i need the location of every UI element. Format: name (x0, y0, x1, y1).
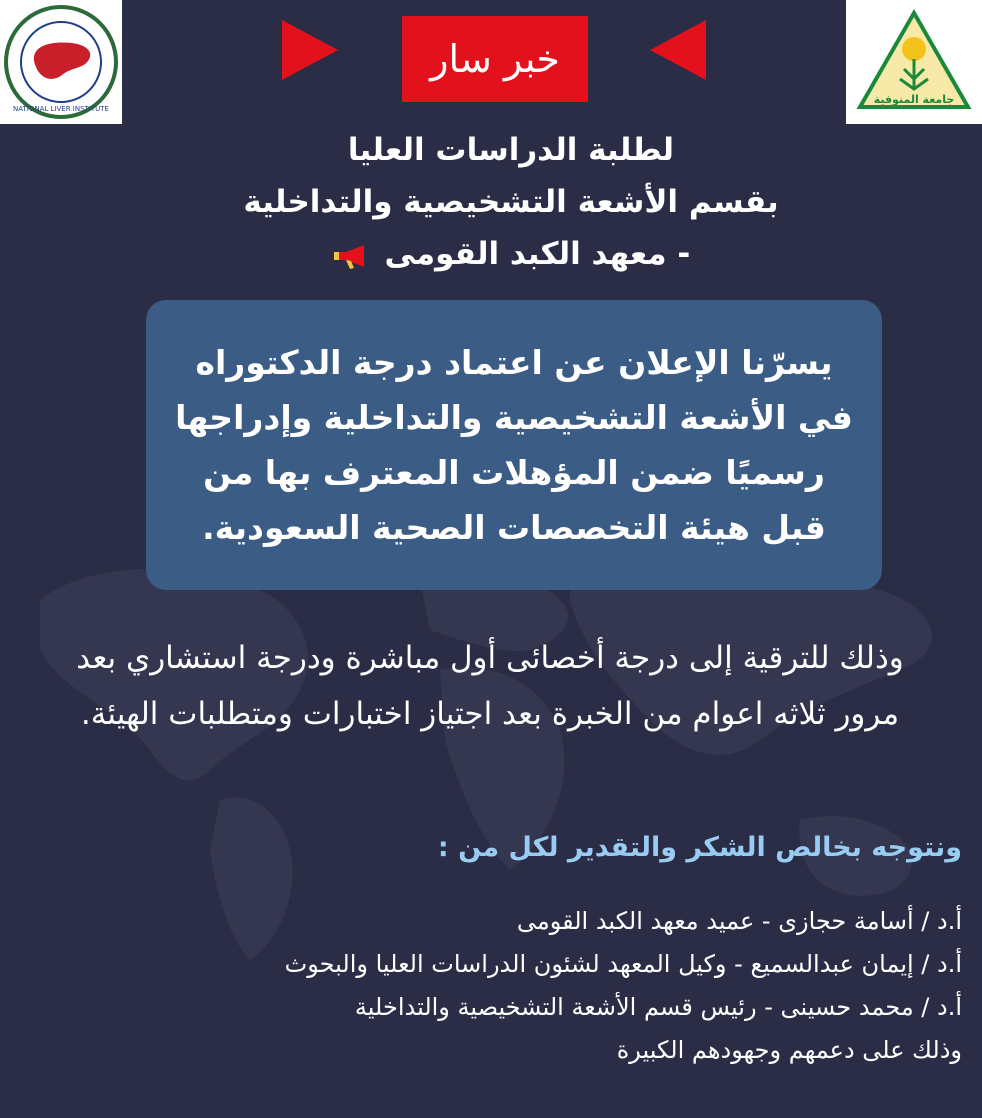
list-item: أ.د / إيمان عبدالسميع - وكيل المعهد لشئون الدراسات العليا والبحوث (284, 950, 962, 978)
menoufia-university-logo (846, 0, 982, 124)
svg-text:NATIONAL LIVER INSTITUTE: NATIONAL LIVER INSTITUTE (13, 105, 109, 113)
triangle-right-icon (280, 18, 340, 82)
closing-line: وذلك على دعمهم وجهودهم الكبيرة (616, 1036, 962, 1064)
national-liver-institute-logo (0, 0, 122, 124)
svg-text:جامعة المنوفية: جامعة المنوفية (873, 93, 955, 106)
good-news-banner: خبر سار (402, 16, 588, 102)
triangle-left-icon (648, 18, 708, 82)
list-item: أ.د / محمد حسينى - رئيس قسم الأشعة التشخيصية والتداخلية (354, 993, 962, 1021)
page-heading (150, 124, 872, 280)
liver-seal-icon (2, 3, 120, 121)
thanks-heading: ونتوجه بخالص الشكر والتقدير لكل من : (437, 832, 962, 863)
heading-line-2: بقسم الأشعة التشخيصية والتداخلية (243, 184, 779, 220)
heading-line-3 (150, 228, 872, 280)
list-item: أ.د / أسامة حجازى - عميد معهد الكبد القومى (516, 907, 962, 935)
megaphone-icon (332, 241, 368, 271)
announcement-box (146, 300, 882, 590)
heading-line-3-text: - معهد الكبد القومى (384, 236, 691, 272)
heading-line-1: لطلبة الدراسات العليا (347, 132, 675, 168)
details-paragraph: وذلك للترقية إلى درجة أخصائى أول مباشرة ودرجة استشاري بعد مرور ثلاثه اعوام من الخبرة بعد اجتياز اختبارات ومتطلبات الهيئة. (76, 640, 904, 732)
thanks-list (20, 900, 962, 1072)
announcement-text: يسرّنا الإعلان عن اعتماد درجة الدكتوراه في الأشعة التشخيصية والتداخلية وإدراجها رسميًا ضمن المؤهلات المعترف بها من قبل هيئة التخصصات الصحية السعودية. (175, 343, 853, 547)
university-emblem-icon (854, 7, 974, 117)
